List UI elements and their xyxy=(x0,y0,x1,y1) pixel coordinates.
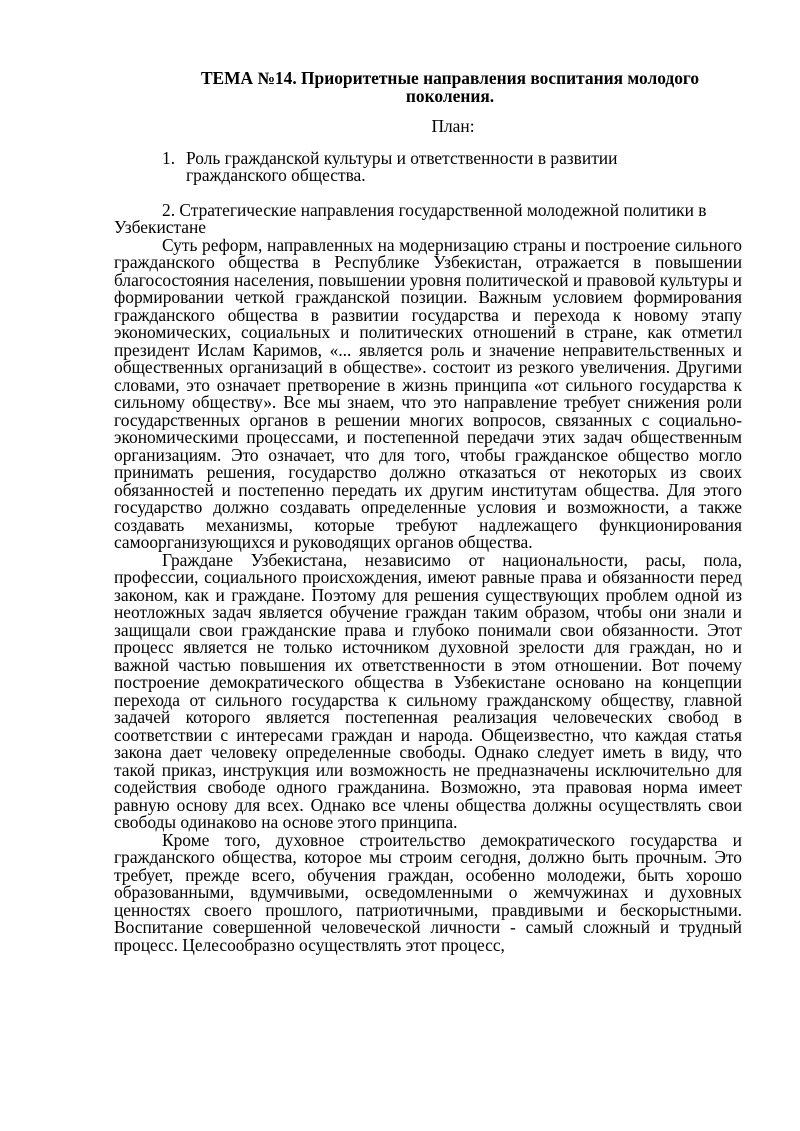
plan-list xyxy=(114,147,742,185)
paragraph-1: Суть реформ, направленных на модернизацию страны и построение сильного гражданского общества в Республике Узбекистан, отражается в повышении благосостояния населения, повышении уровня политической и правовой культуры и формировании четкой гражданской позиции. Важным условием формирования гражданского общества в развитии государства и перехода к новому этапу экономических, социальных и политических отношений в стране, как отметил президент Ислам Каримов, «... является роль и значение неправительственных и общественных организаций в обществе». состоит из резкого увеличения. Другими словами, это означает претворение в жизнь принципа «от сильного государства к сильному обществу». Все мы знаем, что это направление требует снижения роли государственных органов в решении многих вопросов, связанных с социально-экономическими процессами, и постепенной передачи этих задач общественным организациям. Это означает, что для того, чтобы гражданское общество могло принимать решения, государство должно отказаться от некоторых из своих обязанностей и постепенно передать их другим институтам общества. Для этого государство должно создавать определенные условия и возможности, а также создавать механизмы, которые требуют надлежащего функционирования самоорганизующихся и руководящих органов общества. xyxy=(114,234,742,552)
plan-item-2: 2. Стратегические направления государственной молодежной политики в Узбекистане xyxy=(114,199,707,237)
document-page xyxy=(114,70,742,954)
paragraph-3: Кроме того, духовное строительство демократического государства и гражданского общества, которое мы строим сегодня, должно быть прочным. Это требует, прежде всего, обучения граждан, особенно молодежи, быть хорошо образованными, вдумчивыми, осведомленными о жемчужинах и духовных ценностях своего прошлого, патриотичными, правдивыми и бескорыстными. Воспитание совершенной человеческой личности - самый сложный и трудный процесс. Целесообразно осуществлять этот процесс, xyxy=(114,829,742,955)
plan-item-1-text: Роль гражданской культуры и ответственности в развитии гражданского общества. xyxy=(186,147,618,185)
document-title: ТЕМА №14. Приоритетные направления воспитания молодого поколения. xyxy=(200,68,700,106)
paragraph-2: Граждане Узбекистана, независимо от национальности, расы, пола, профессии, социального происхождения, имеют равные права и обязанности перед законом, как и граждане. Поэтому для решения существующих проблем одной из неотложных задач является обучение граждан таким образом, чтобы они знали и защищали свои гражданские права и глубоко понимали свои обязанности. Этот процесс является не только источником духовной зрелости для граждан, но и важной частью повышения их ответственности в этом отношении. Вот почему построение демократического общества в Узбекистане основано на концепции перехода от сильного государства к сильному гражданскому обществу, главной задачей которого является постепенная реализация человеческих свобод в соответствии с интересами граждан и народа. Общеизвестно, что каждая статья закона дает человеку определенные свободы. Однако следует иметь в виду, что такой приказ, инструкция или возможность не предназначены исключительно для содействия свободе одного гражданина. Возможно, эта правовая норма имеет равную основу для всех. Однако все члены общества должны осуществлять свои свободы одинаково на основе этого принципа. xyxy=(114,549,742,832)
plan-heading: План: xyxy=(431,116,475,136)
plan-item-1 xyxy=(114,147,742,185)
plan-item-1-number: 1. xyxy=(162,147,176,168)
